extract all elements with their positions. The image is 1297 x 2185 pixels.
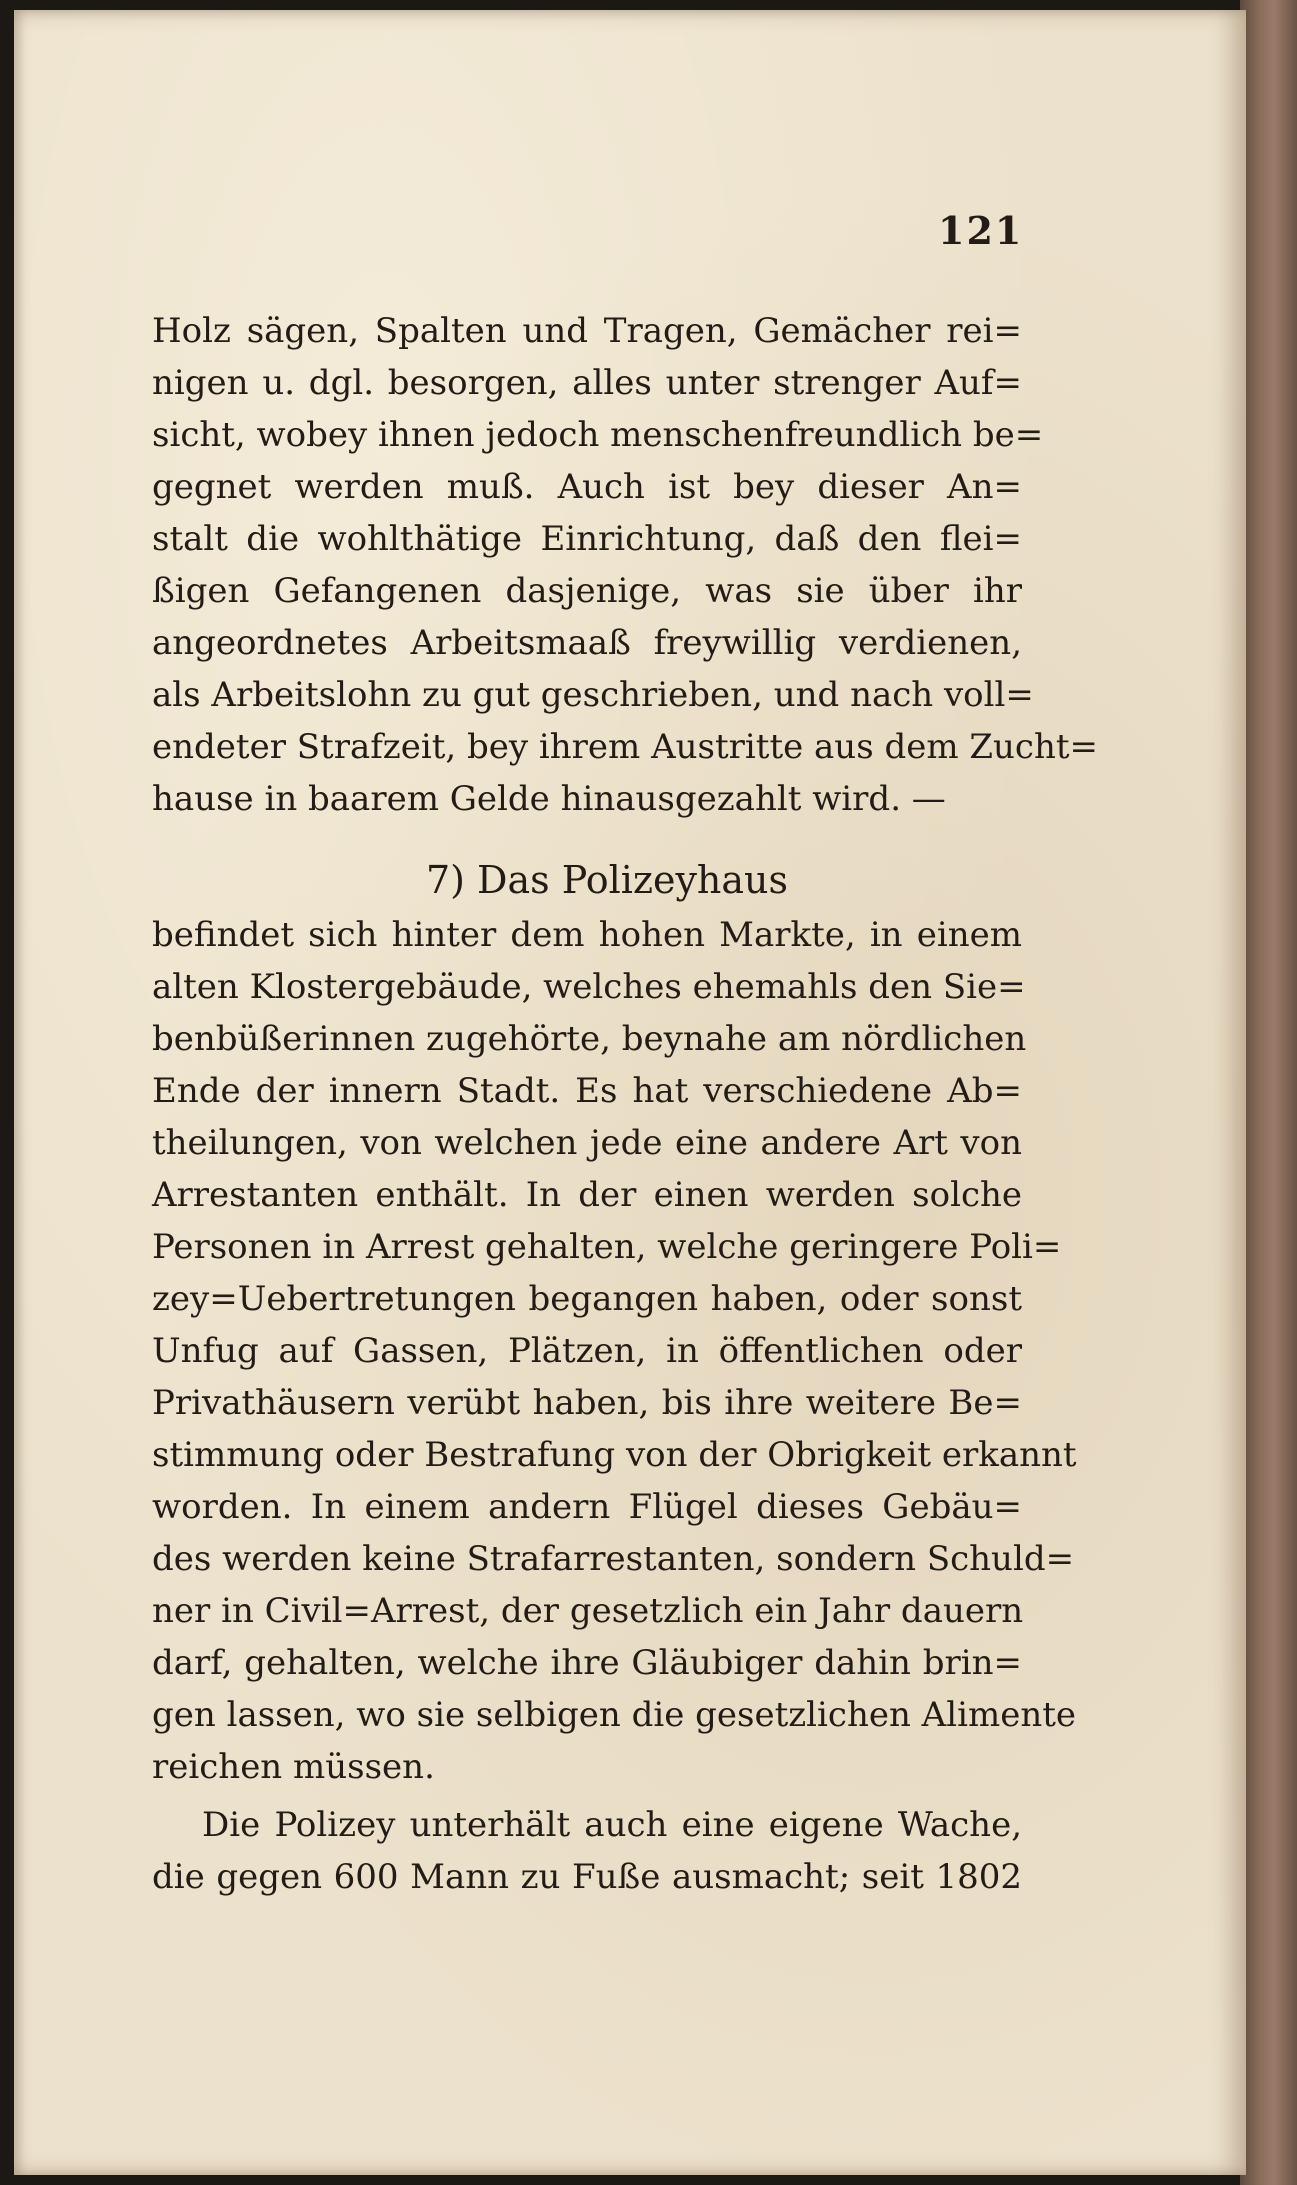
paragraph-1-line: sicht, wobey ihnen jedoch menschenfreundlich be= [152,415,1044,455]
section-heading: 7) Das Polizeyhaus [425,858,789,902]
paragraph-2-line: gen lassen, wo sie selbigen die gesetzlichen Alimente [152,1695,1077,1735]
page-text [152,305,1099,1903]
paragraph-1-line: hause in baarem Gelde hinausgezahlt wird. — [152,779,946,819]
paragraph-2-line: befindet sich hinter dem hohen Markte, in einem [152,915,1022,955]
paragraph-3-line: die gegen 600 Mann zu Fuße ausmacht; seit 1802 [152,1857,1022,1897]
paragraph-1-line: ßigen Gefangenen dasjenige, was sie über ihr [152,571,1022,611]
paragraph-2-line: Unfug auf Gassen, Plätzen, in öffentlichen oder [152,1331,1022,1371]
paragraph-1-line: stalt die wohlthätige Einrichtung, daß den flei= [152,519,1022,559]
paragraph-1-line: angeordnetes Arbeitsmaaß freywillig verdienen, [152,623,1022,663]
paragraph-2-line: stimmung oder Bestrafung von der Obrigkeit erkannt [152,1435,1077,1475]
paragraph-1-line: gegnet werden muß. Auch ist bey dieser An= [152,467,1022,507]
paragraph-1-line: nigen u. dgl. besorgen, alles unter strenger Auf= [152,363,1022,403]
book-edge [1240,0,1297,2185]
page-number: 121 [938,208,1024,253]
paragraph-2-line: Personen in Arrest gehalten, welche geringere Poli= [152,1227,1062,1267]
section-gap [152,825,1022,851]
paragraph-2-line: Arrestanten enthält. In der einen werden solche [152,1175,1022,1215]
paragraph-2-line: benbüßerinnen zugehörte, beynahe am nördlichen [152,1019,1027,1059]
paragraph-2-line: des werden keine Strafarrestanten, sondern Schuld= [152,1539,1075,1579]
paragraph-2-line: zey=Uebertretungen begangen haben, oder sonst [152,1279,1022,1319]
paragraph-2-line: theilungen, von welchen jede eine andere Art von [152,1123,1022,1163]
paragraph-1-line: als Arbeitslohn zu gut geschrieben, und nach voll= [152,675,1034,715]
paragraph-2-line: Ende der innern Stadt. Es hat verschiedene Ab= [152,1071,1022,1111]
paragraph-2-line: alten Klostergebäude, welches ehemahls den Sie= [152,967,1026,1007]
paragraph-1-line: Holz sägen, Spalten und Tragen, Gemächer rei= [152,311,1022,351]
paragraph-2-line: ner in Civil=Arrest, der gesetzlich ein Jahr dauern [152,1591,1024,1631]
paragraph-3-line: Die Polizey unterhält auch eine eigene Wache, [202,1805,1022,1845]
paragraph-2-line: darf, gehalten, welche ihre Gläubiger dahin brin= [152,1643,1022,1683]
paragraph-2-line: reichen müssen. [152,1747,435,1787]
paragraph-2-line: worden. In einem andern Flügel dieses Gebäu= [152,1487,1022,1527]
paragraph-2-line: Privathäusern verübt haben, bis ihre weitere Be= [152,1383,1022,1423]
paragraph-1-line: endeter Strafzeit, bey ihrem Austritte aus dem Zucht= [152,727,1099,767]
